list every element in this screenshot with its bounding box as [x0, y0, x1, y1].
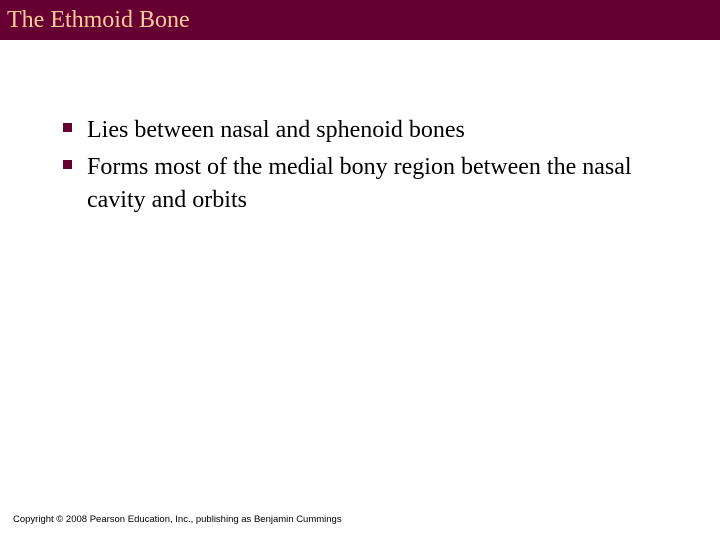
slide-title: The Ethmoid Bone — [7, 7, 190, 33]
copyright-footer: Copyright © 2008 Pearson Education, Inc., publishing as Benjamin Cummings — [13, 514, 342, 525]
bullet-text: Forms most of the medial bony region between the nasal cavity and orbits — [87, 154, 632, 213]
bullet-item — [60, 151, 680, 217]
square-bullet-icon — [63, 123, 72, 132]
bullet-text: Lies between nasal and sphenoid bones — [87, 117, 465, 143]
bullet-list — [60, 114, 680, 221]
square-bullet-icon — [63, 160, 72, 169]
title-bar — [0, 0, 720, 40]
bullet-item — [60, 114, 680, 147]
